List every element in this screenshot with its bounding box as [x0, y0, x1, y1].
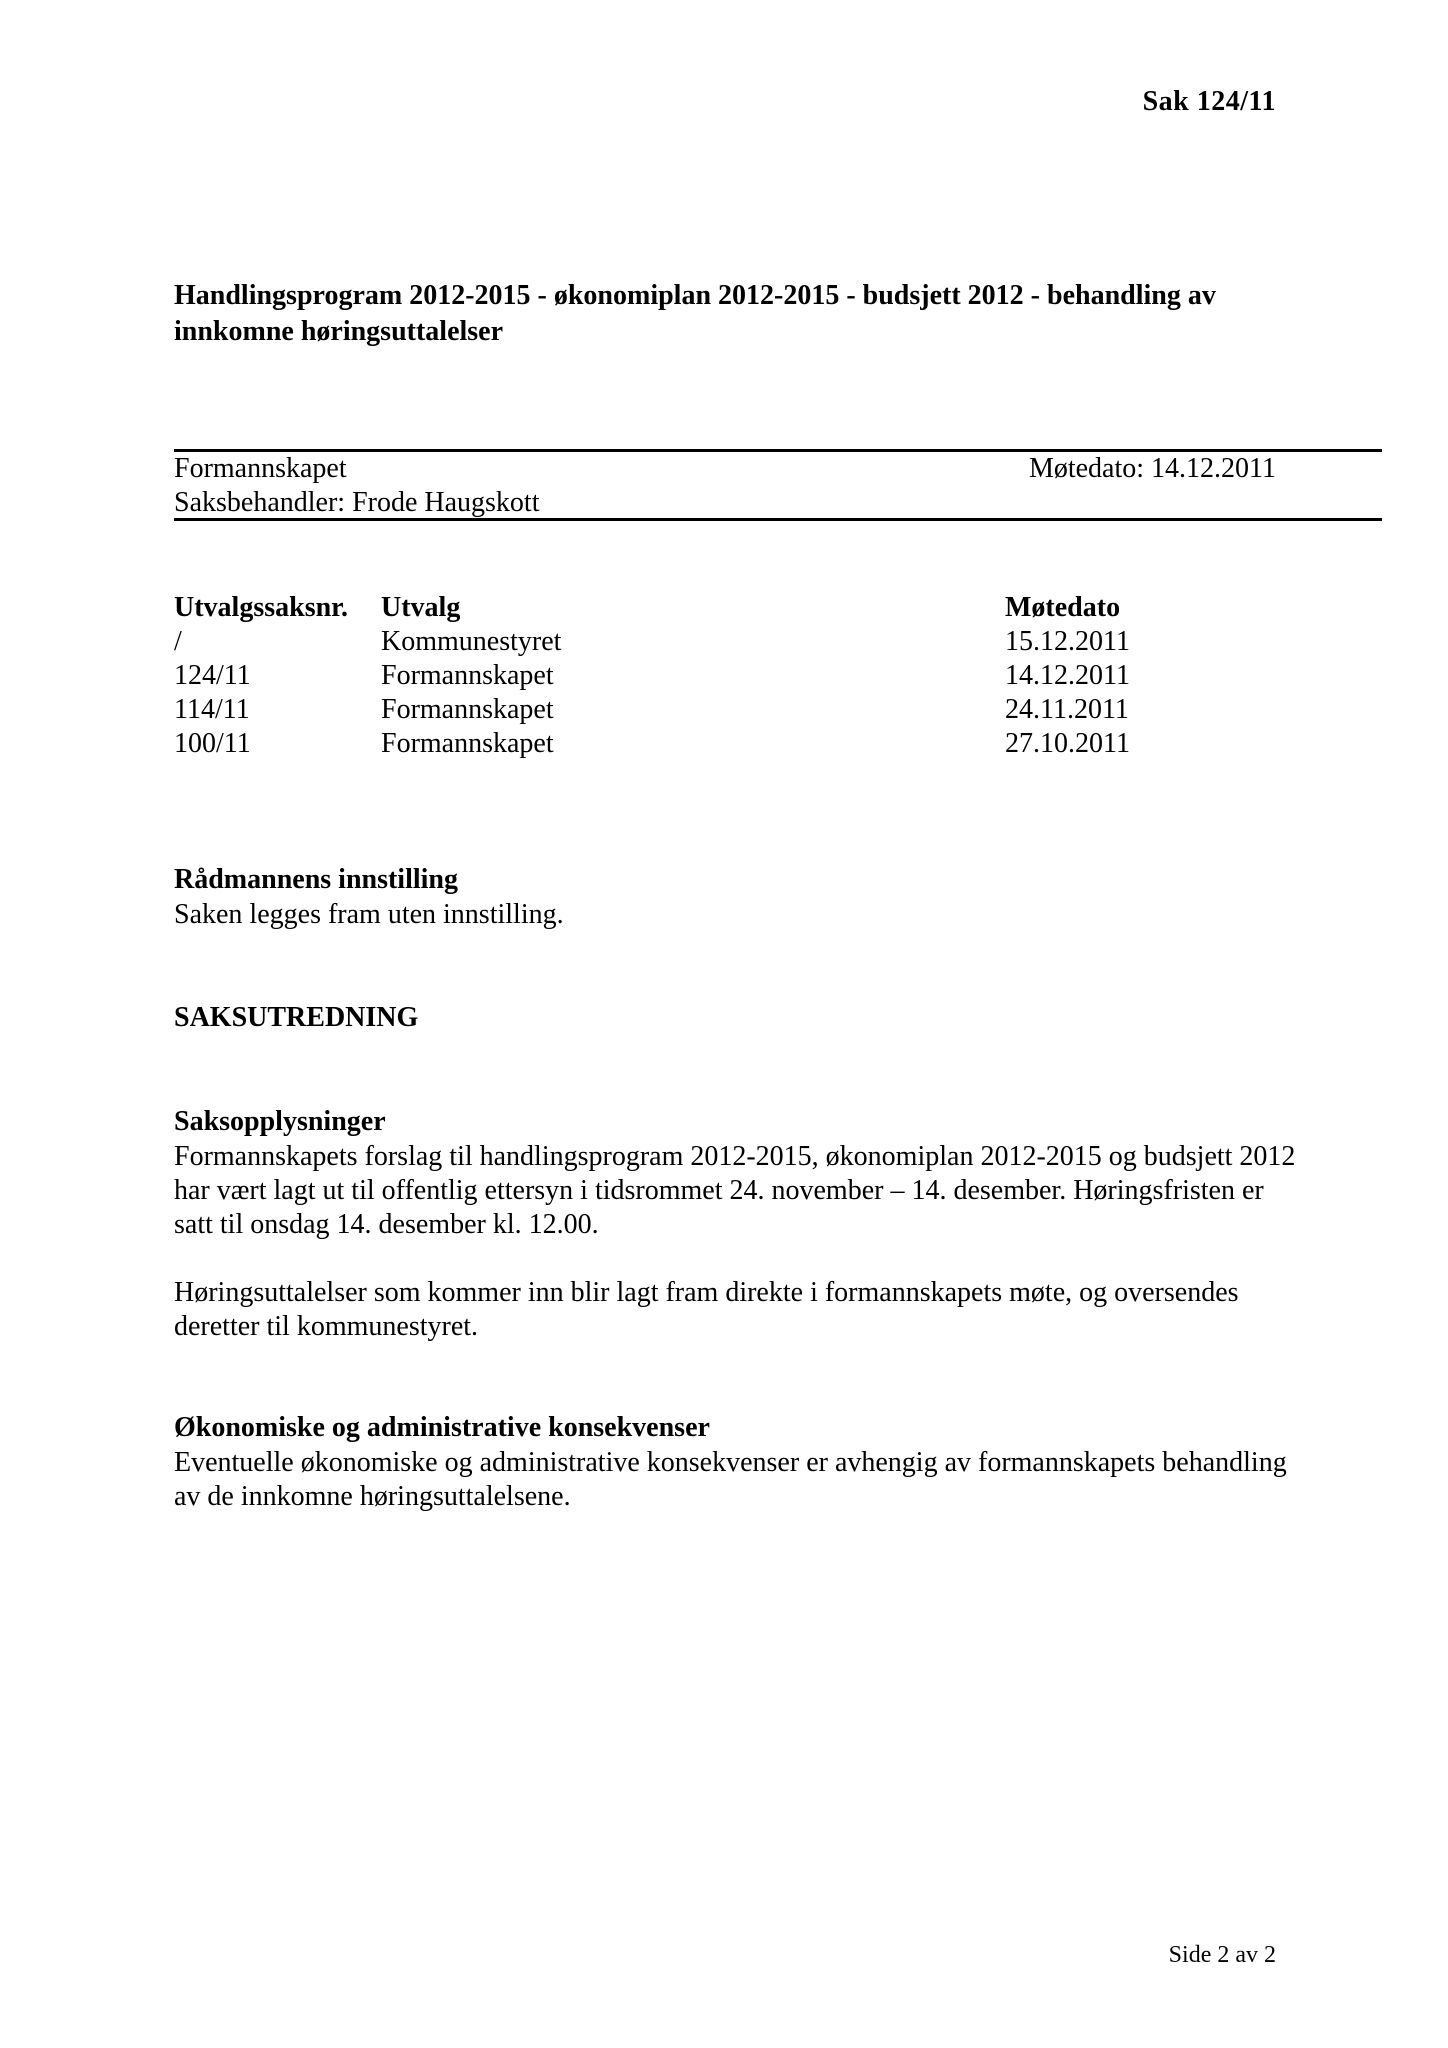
table-cell-case-no: /	[174, 626, 182, 657]
table-header-committee: Utvalg	[381, 592, 461, 623]
meeting-date: Møtedato: 14.12.2011	[1028, 453, 1276, 484]
table-cell-committee: Kommunestyret	[381, 626, 562, 657]
investigation-heading: SAKSUTREDNING	[174, 1002, 419, 1033]
table-cell-committee: Formannskapet	[381, 728, 554, 759]
recommendation-heading: Rådmannens innstilling	[174, 864, 458, 895]
document-title: Handlingsprogram 2012-2015 - økonomiplan 2012-2015 - budsjett 2012 - behandling av innkomne høringsuttalelser	[174, 280, 1216, 347]
recommendation-text: Saken legges fram uten innstilling.	[174, 899, 564, 930]
case-info-paragraph-1: Formannskapets forslag til handlingsprogram 2012-2015, økonomiplan 2012-2015 og budsjett 2012 har vært lagt ut til offentlig ettersyn i tidsrommet 24. november – 14. desember. Høringsfristen er satt til onsdag 14. desember kl. 12.00.	[174, 1141, 1296, 1240]
table-header-case-no: Utvalgssaksnr.	[174, 592, 349, 623]
table-cell-case-no: 124/11	[174, 660, 251, 691]
table-cell-date: 14.12.2011	[1005, 660, 1130, 691]
meta-bottom-rule	[174, 518, 1382, 521]
committee-name: Formannskapet	[174, 453, 347, 484]
case-info-paragraph-2: Høringsuttalelser som kommer inn blir lagt fram direkte i formannskapets møte, og oversendes deretter til kommunestyret.	[174, 1277, 1239, 1342]
case-handler: Saksbehandler: Frode Haugskott	[174, 487, 540, 518]
table-header-meeting-date: Møtedato	[1005, 592, 1121, 623]
case-reference: Sak 124/11	[1142, 86, 1276, 117]
consequences-heading: Økonomiske og administrative konsekvenser	[174, 1412, 710, 1443]
table-cell-committee: Formannskapet	[381, 660, 554, 691]
page-number: Side 2 av 2	[1168, 1942, 1276, 1968]
table-cell-date: 15.12.2011	[1005, 626, 1130, 657]
table-cell-date: 27.10.2011	[1005, 728, 1130, 759]
table-cell-case-no: 100/11	[174, 728, 251, 759]
case-info-heading: Saksopplysninger	[174, 1106, 386, 1137]
consequences-text: Eventuelle økonomiske og administrative konsekvenser er avhengig av formannskapets behandling av de innkomne høringsuttalelsene.	[174, 1447, 1287, 1512]
table-cell-committee: Formannskapet	[381, 694, 554, 725]
table-cell-case-no: 114/11	[174, 694, 250, 725]
table-cell-date: 24.11.2011	[1005, 694, 1129, 725]
